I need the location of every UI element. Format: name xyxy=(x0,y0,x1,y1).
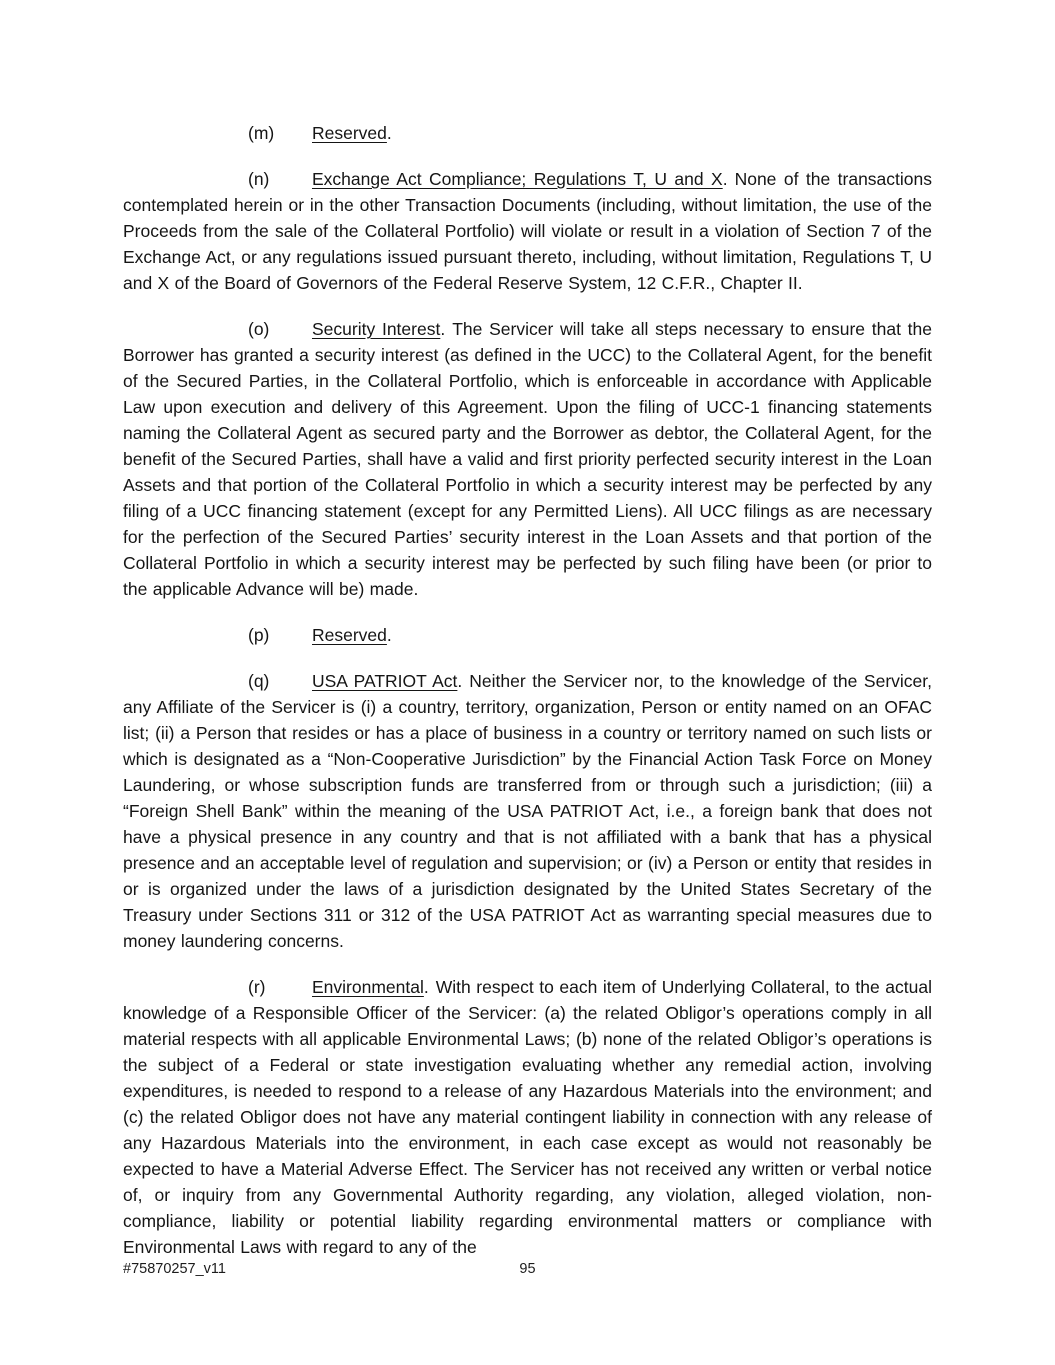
paragraph-body: None of the transactions contemplated herein or in the other Transaction Documents (including, without limitation, the use of the Proceeds from the sale of the Collateral Portfolio) will violate or result in a violation of Section 7 of the Exchange Act, or any regulations issued pursuant thereto, including, without limitation, Regulations T, U and X of the Board of Governors of the Federal Reserve System, 12 C.F.R., Chapter II. xyxy=(123,169,932,293)
paragraph-n xyxy=(123,166,932,296)
page-body xyxy=(123,120,932,1280)
paragraph-heading: Exchange Act Compliance; Regulations T, U and X xyxy=(312,169,723,189)
heading-punct: . xyxy=(440,319,446,339)
page-number: 95 xyxy=(519,1261,536,1277)
paragraph-label: (q) xyxy=(248,671,270,691)
heading-punct: . xyxy=(457,671,463,691)
paragraph-q xyxy=(123,668,932,954)
heading-punct: . xyxy=(386,123,392,143)
paragraph-heading: USA PATRIOT Act xyxy=(312,671,458,691)
paragraph-label: (r) xyxy=(248,977,266,997)
paragraph-label: (m) xyxy=(248,123,275,143)
paragraph-heading: Reserved xyxy=(312,625,387,645)
heading-punct: . xyxy=(386,625,392,645)
paragraph-r xyxy=(123,974,932,1260)
document-id: #75870257_v11 xyxy=(123,1261,226,1277)
paragraph-heading: Environmental xyxy=(312,977,424,997)
paragraph-label: (o) xyxy=(248,319,270,339)
paragraph-label: (n) xyxy=(248,169,270,189)
paragraph-body: The Servicer will take all steps necessary to ensure that the Borrower has granted a security interest (as defined in the UCC) to the Collateral Agent, for the benefit of the Secured Parties, in the Collateral Portfolio, which is enforceable in accordance with Applicable Law upon execution and delivery of this Agreement. Upon the filing of UCC-1 financing statements naming the Collateral Agent as secured party and the Borrower as debtor, the Collateral Agent, for the benefit of the Secured Parties, shall have a valid and first priority perfected security interest in the Loan Assets and that portion of the Collateral Portfolio in which a security interest may be perfected by any filing of a UCC financing statement (except for any Permitted Liens). All UCC filings as are necessary for the perfection of the Secured Parties’ security interest in the Loan Assets and that portion of the Collateral Portfolio in which a security interest may be perfected by such filing have been (or prior to the applicable Advance will be) made. xyxy=(123,319,932,599)
paragraph-m xyxy=(123,120,932,146)
paragraph-body: With respect to each item of Underlying Collateral, to the actual knowledge of a Responsible Officer of the Servicer: (a) the related Obligor’s operations comply in all material respects with all applicable Environmental Laws; (b) none of the related Obligor’s operations is the subject of a Federal or state investigation evaluating whether any remedial action, involving expenditures, is needed to respond to a release of any Hazardous Materials into the environment; and (c) the related Obligor does not have any material contingent liability in connection with any release of any Hazardous Materials into the environment, in each case except as would not reasonably be expected to have a Material Adverse Effect. The Servicer has not received any written or verbal notice of, or inquiry from any Governmental Authority regarding, any violation, alleged violation, non-compliance, liability or potential liability regarding environmental matters or compliance with Environmental Laws with regard to any of the xyxy=(123,977,932,1257)
heading-punct: . xyxy=(423,977,429,997)
paragraph-o xyxy=(123,316,932,602)
paragraph-heading: Reserved xyxy=(312,123,387,143)
heading-punct: . xyxy=(722,169,728,189)
paragraph-body: Neither the Servicer nor, to the knowledge of the Servicer, any Affiliate of the Servicer is (i) a country, territory, organization, Person or entity named on an OFAC list; (ii) a Person that resides or has a place of business in a country or territory named on such lists or which is designated as a “Non-Cooperative Jurisdiction” by the Financial Action Task Force on Money Laundering, or whose subscription funds are transferred from or through such a jurisdiction; (iii) a “Foreign Shell Bank” within the meaning of the USA PATRIOT Act, i.e., a foreign bank that does not have a physical presence in any country and that is not affiliated with a bank that has a physical presence and an acceptable level of regulation and supervision; or (iv) a Person or entity that resides in or is organized under the laws of a jurisdiction designated by the United States Secretary of the Treasury under Sections 311 or 312 of the USA PATRIOT Act as warranting special measures due to money laundering concerns. xyxy=(123,671,933,951)
paragraph-label: (p) xyxy=(248,625,270,645)
paragraph-heading: Security Interest xyxy=(312,319,441,339)
paragraph-p xyxy=(123,622,932,648)
